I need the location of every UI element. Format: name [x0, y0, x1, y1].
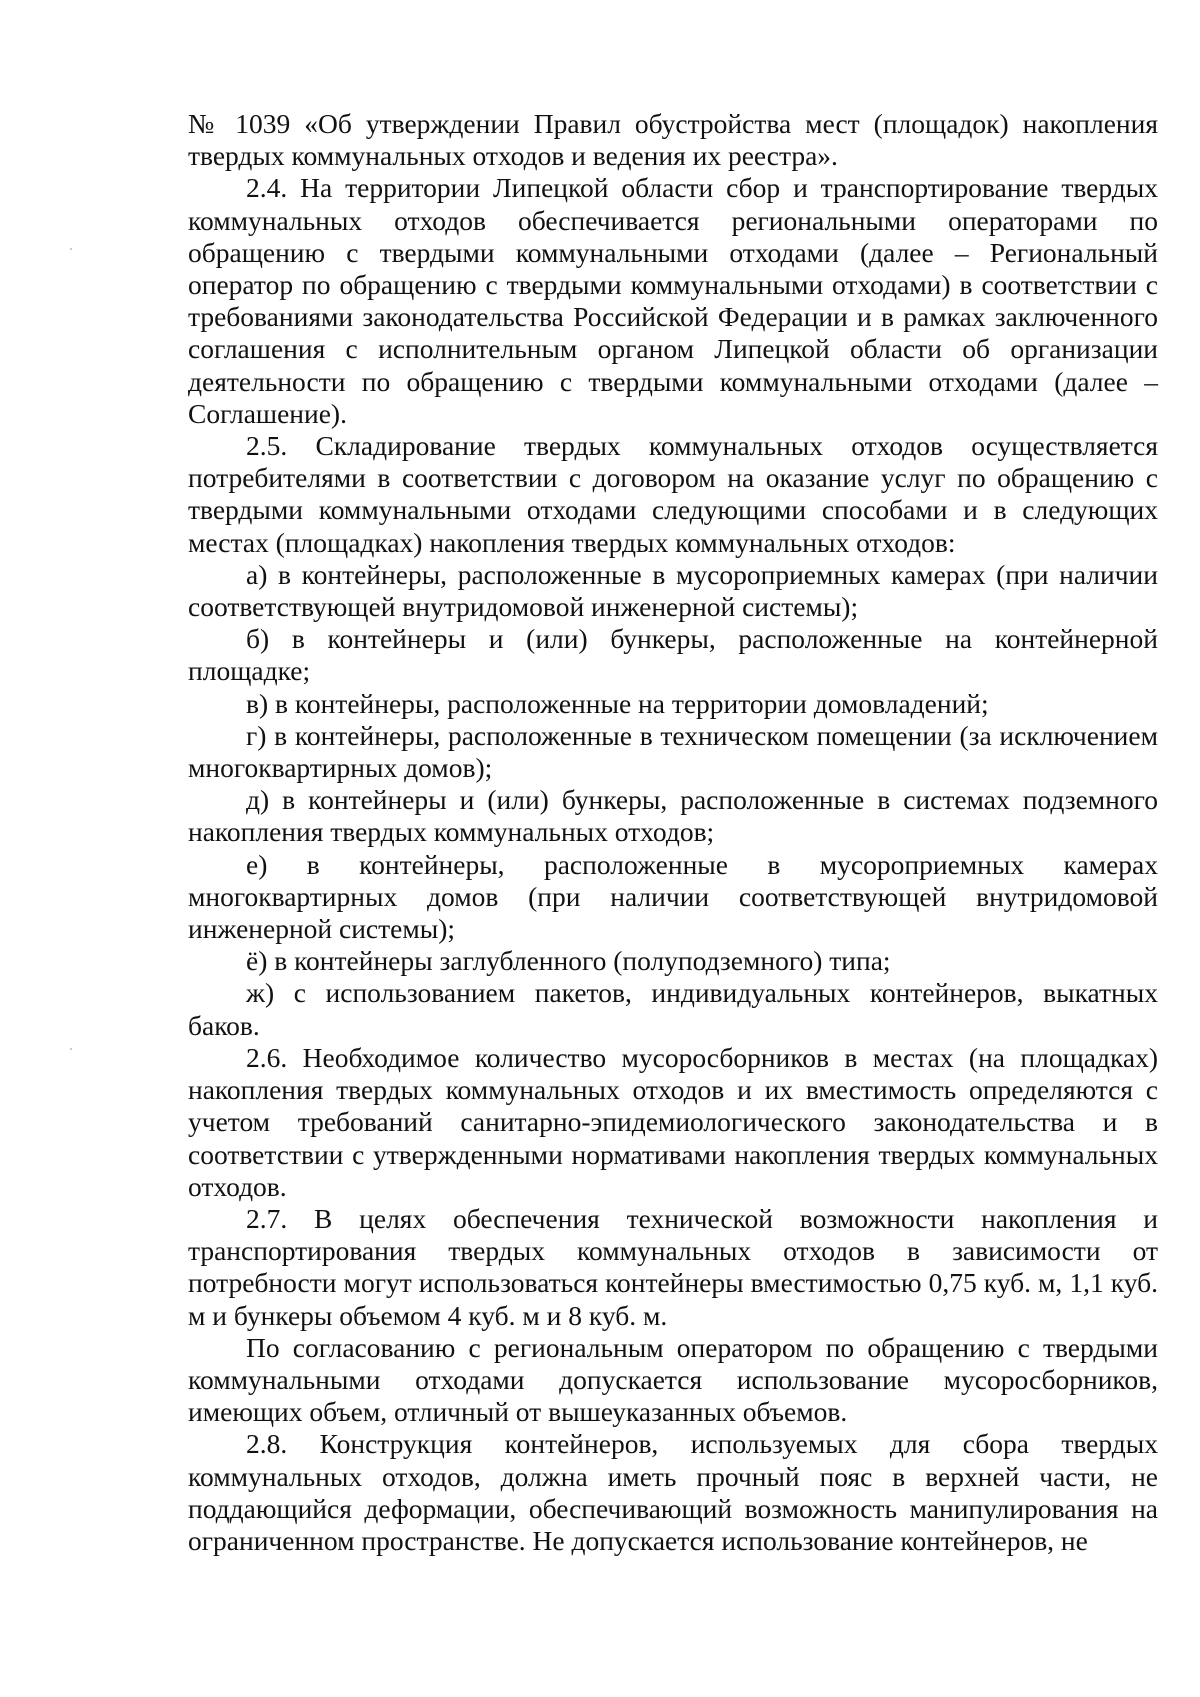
list-item-g: г) в контейнеры, расположенные в техническом помещении (за исключением многоквартирных домов);: [188, 719, 1158, 784]
list-item-b: б) в контейнеры и (или) бункеры, расположенные на контейнерной площадке;: [188, 623, 1158, 687]
list-item-d: д) в контейнеры и (или) бункеры, расположенные в системах подземного накопления твердых коммунальных отходов;: [188, 784, 1158, 848]
paragraph-2-7-continued: По согласованию с региональным оператором по обращению с твердыми коммунальными отходами допускается использование мусоросборников, имеющих объем, отличный от вышеуказанных объемов.: [188, 1331, 1158, 1428]
list-item-a: а) в контейнеры, расположенные в мусороприемных камерах (при наличии соответствующей внутридомовой инженерной системы);: [188, 558, 1158, 623]
list-item-e: е) в контейнеры, расположенные в мусороприемных камерах многоквартирных домов (при наличии соответствующей внутридомовой инженерной системы);: [188, 848, 1158, 945]
paragraph-2-7: 2.7. В целях обеспечения технической возможности накопления и транспортирования твердых коммунальных отходов в зависимости от потребности могут использоваться контейнеры вместимостью 0,75 куб. м, 1,1 куб. м и бункеры объемом 4 куб. м и 8 куб. м.: [188, 1202, 1158, 1331]
scan-margin-mark: [70, 1048, 72, 1050]
list-item-v: в) в контейнеры, расположенные на территории домовладений;: [246, 687, 989, 719]
paragraph-2-6: 2.6. Необходимое количество мусоросборников в местах (на площадках) накопления твердых коммунальных отходов и их вместимость определяются с учетом требований санитарно-эпидемиологического законодательства и в соответствии с утвержденными нормативами накопления твердых коммунальных отходов.: [188, 1041, 1158, 1202]
list-item-yo: ё) в контейнеры заглубленного (полуподземного) типа;: [246, 945, 891, 977]
list-item-zh: ж) с использованием пакетов, индивидуальных контейнеров, выкатных баков.: [188, 977, 1158, 1041]
scan-margin-mark: [70, 248, 72, 250]
paragraph-2-8: 2.8. Конструкция контейнеров, используемых для сбора твердых коммунальных отходов, должна иметь прочный пояс в верхней части, не поддающийся деформации, обеспечивающий возможность манипулирования на ограниченном пространстве. Не допускается использование контейнеров, не: [188, 1428, 1158, 1556]
document-body: [188, 108, 1158, 1557]
paragraph-2-5: 2.5. Складирование твердых коммунальных отходов осуществляется потребителями в соответствии с договором на оказание услуг по обращению с твердыми коммунальными отходами следующими способами и в следующих местах (площадках) накопления твердых коммунальных отходов:: [188, 430, 1158, 558]
paragraph-intro: № 1039 «Об утверждении Правил обустройства мест (площадок) накопления твердых коммунальных отходов и ведения их реестра».: [188, 108, 1158, 172]
paragraph-2-4: 2.4. На территории Липецкой области сбор и транспортирование твердых коммунальных отходов обеспечивается региональными операторами по обращению с твердыми коммунальными отходами (далее – Региональный оператор по обращению с твердыми коммунальными отходами) в соответствии с требованиями законодательства Российской Федерации и в рамках заключенного соглашения с исполнительным органом Липецкой области об организации деятельности по обращению с твердыми коммунальными отходами (далее – Соглашение).: [188, 172, 1158, 429]
